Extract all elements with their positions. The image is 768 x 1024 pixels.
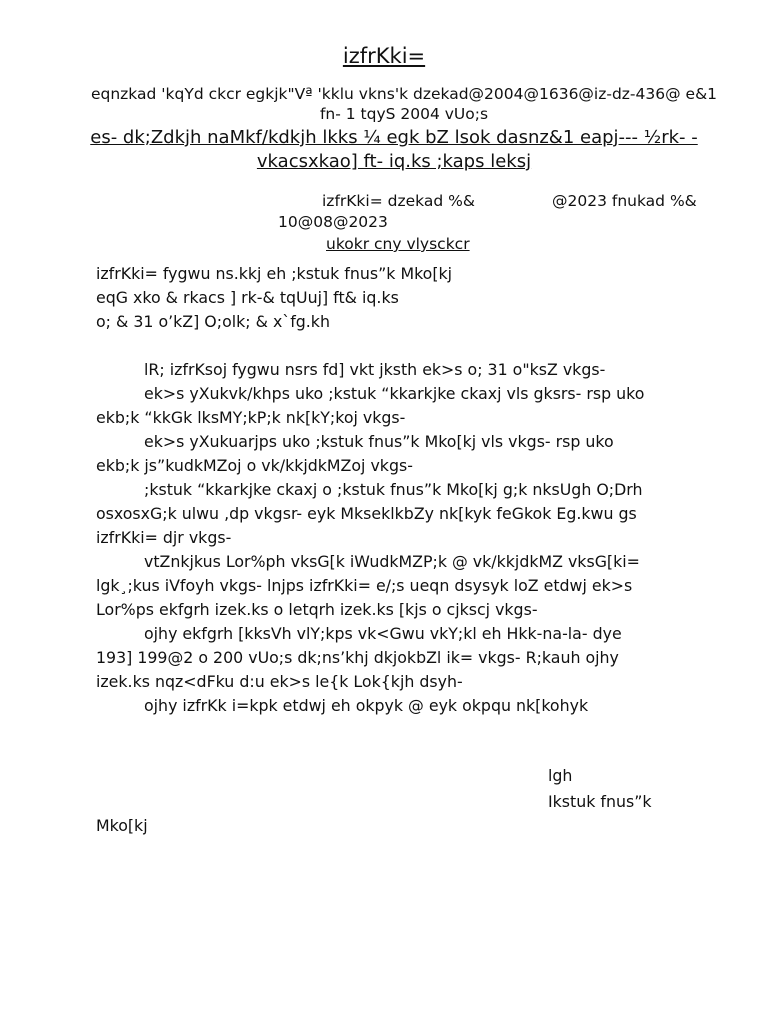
body-line: izfrKki= fygwu ns.kkj eh ;kstuk fnus”k Mko[kj	[96, 264, 453, 283]
affidavit-date: 10@08@2023	[278, 213, 388, 231]
signature-name: Ikstuk fnus”k	[548, 792, 652, 811]
body-line: lR; izfrKsoj fygwu nsrs fd] vkt jksth ek>s o; 31 o"ksZ vkgs-	[144, 360, 606, 379]
body-line: izfrKki= djr vkgs-	[96, 528, 232, 547]
body-line: lgk¸;kus iVfoyh vkgs- lnjps izfrKki= e/;s ueqn dsysyk loZ etdwj ek>s	[96, 576, 633, 595]
body-line: 193] 199@2 o 200 vUo;s dk;ns’khj dkjokbZl ik= vkgs- R;kauh ojhy	[96, 648, 619, 667]
body-spacer	[96, 334, 716, 358]
affidavit-place: ukokr cny vlysckcr	[326, 235, 470, 253]
body-line: ekb;k js”kudkMZoj o vk/kkjdkMZoj vkgs-	[96, 456, 413, 475]
affidavit-number-suffix: @2023 fnukad %&	[552, 192, 697, 210]
document-heading: es- dk;Zdkjh naMkf/kdkjh lkks ¼ egk bZ lsok dasnz&1 eapj--- ½rk- -vkacsxkao] ft- iq.ks ;kaps leksj	[90, 127, 698, 172]
body-line: osxosxG;k ulwu ,dp vkgsr- eyk MkseklkbZy nk[kyk feGkok Eg.kwu gs	[96, 504, 637, 523]
document-body	[96, 262, 716, 718]
body-line: eqG xko & rkacs ] rk-& tqUuj] ft& iq.ks	[96, 288, 399, 307]
body-line: ekb;k “kkGk lksMY;kP;k nk[kY;koj vkgs-	[96, 408, 406, 427]
document-title: izfrKki=	[342, 44, 426, 68]
body-line: ojhy izfrKk i=kpk etdwj eh okpyk @ eyk okpqu nk[kohyk	[144, 696, 589, 715]
body-line: izek.ks nqz<dFku d:u ek>s le{k Lok{kjh dsyh-	[96, 672, 463, 691]
document-subtitle: eqnzkad 'kqYd ckcr egkjk"Vª 'kklu vkns'k dzekad@2004@1636@iz-dz-436@ e&1 fn- 1 tqyS 2004 vUo;s	[90, 85, 718, 123]
signature-label: lgh	[548, 766, 573, 785]
body-line: vtZnkjkus Lor%ph vksG[k iWudkMZP;k @ vk/kkjdkMZ vksG[ki=	[144, 552, 640, 571]
affidavit-number-label: izfrKki= dzekad %&	[322, 192, 475, 210]
signature-surname: Mko[kj	[96, 816, 148, 835]
body-line: ;kstuk “kkarkjke ckaxj o ;kstuk fnus”k Mko[kj g;k nksUgh O;Drh	[144, 480, 643, 499]
body-line: ek>s yXukvk/khps uko ;kstuk “kkarkjke ckaxj vls gksrs- rsp uko	[144, 384, 645, 403]
body-line: ek>s yXukuarjps uko ;kstuk fnus”k Mko[kj vls vkgs- rsp uko	[144, 432, 614, 451]
body-line: o; & 31 o’kZ] O;olk; & x`fg.kh	[96, 312, 330, 331]
body-line: Lor%ps ekfgrh izek.ks o letqrh izek.ks [kjs o cjkscj vkgs-	[96, 600, 538, 619]
body-line: ojhy ekfgrh [kksVh vlY;kps vk<Gwu vkY;kl eh Hkk-na-la- dye	[144, 624, 622, 643]
